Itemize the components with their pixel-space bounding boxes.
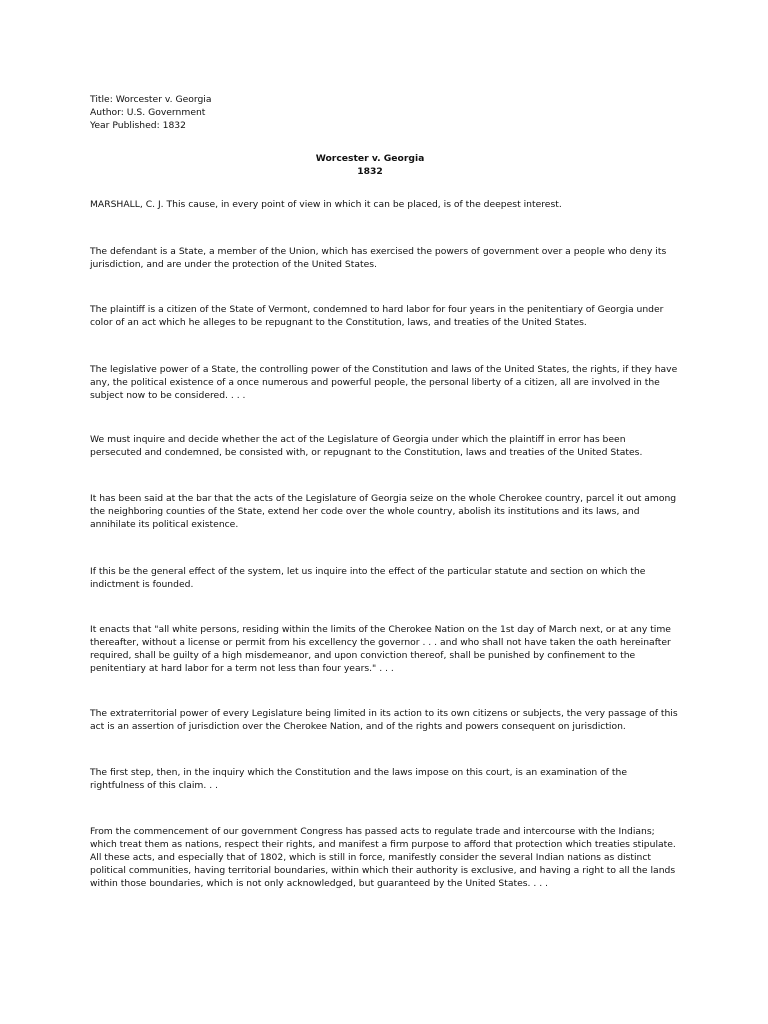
paragraph-11: From the commencement of our government Congress has passed acts to regulate trade and intercourse with the Indians; which treat them as nations, respect their rights, and manifest a firm purpose to afford that protection which treaties stipulate. All these acts, and especially that of 1802, which is still in force, manifestly consider the several Indian nations as distinct political communities, having territorial boundaries, within which their authority is exclusive, and having a right to all the lands within those boundaries, which is not only acknowledged, but guaranteed by the United States. . . . bbox=[90, 826, 676, 889]
meta-year: Year Published: 1832 bbox=[90, 120, 187, 131]
heading-year: 1832 bbox=[357, 166, 383, 177]
document-page bbox=[90, 93, 680, 889]
paragraph-8: It enacts that "all white persons, residing within the limits of the Cherokee Nation on the 1st day of March next, or at any time thereafter, without a license or permit from his excellency the governor . . . and who shall not have taken the oath hereinafter required, shall be guilty of a high misdemeanor, and upon conviction thereof, shall be punished by confinement to the penitentiary at hard labor for a term not less than four years." . . . bbox=[90, 624, 671, 674]
paragraph-9: The extraterritorial power of every Legislature being limited in its action to its own citizens or subjects, the very passage of this act is an assertion of jurisdiction over the Cherokee Nation, and of the rights and powers consequent on jurisdiction. bbox=[90, 708, 678, 732]
paragraph-5: We must inquire and decide whether the act of the Legislature of Georgia under which the plaintiff in error has been persecuted and condemned, be consisted with, or repugnant to the Constitution, laws and treaties of the United States. bbox=[90, 434, 643, 458]
paragraph-10: The first step, then, in the inquiry which the Constitution and the laws impose on this court, is an examination of the rightfulness of this claim. . . bbox=[90, 767, 627, 791]
document-heading bbox=[90, 152, 650, 178]
paragraph-7: If this be the general effect of the system, let us inquire into the effect of the particular statute and section on which the indictment is founded. bbox=[90, 566, 646, 590]
paragraph-2: The defendant is a State, a member of the Union, which has exercised the powers of government over a people who deny its jurisdiction, and are under the protection of the United States. bbox=[90, 246, 667, 270]
document-metadata bbox=[90, 93, 680, 132]
paragraph-6: It has been said at the bar that the acts of the Legislature of Georgia seize on the whole Cherokee country, parcel it out among the neighboring counties of the State, extend her code over the whole country, abolish its institutions and its laws, and annihilate its political existence. bbox=[90, 493, 677, 530]
meta-author: Author: U.S. Government bbox=[90, 107, 206, 118]
paragraph-1: MARSHALL, C. J. This cause, in every point of view in which it can be placed, is of the deepest interest. bbox=[90, 199, 562, 210]
heading-title: Worcester v. Georgia bbox=[315, 153, 425, 164]
paragraph-3: The plaintiff is a citizen of the State of Vermont, condemned to hard labor for four years in the penitentiary of Georgia under color of an act which he alleges to be repugnant to the Constitution, laws, and treaties of the United States. bbox=[90, 304, 664, 328]
meta-title: Title: Worcester v. Georgia bbox=[90, 94, 212, 105]
paragraph-4: The legislative power of a State, the controlling power of the Constitution and laws of the United States, the rights, if they have any, the political existence of a once numerous and powerful people, the personal liberty of a citizen, all are involved in the subject now to be considered. . . . bbox=[90, 364, 678, 401]
